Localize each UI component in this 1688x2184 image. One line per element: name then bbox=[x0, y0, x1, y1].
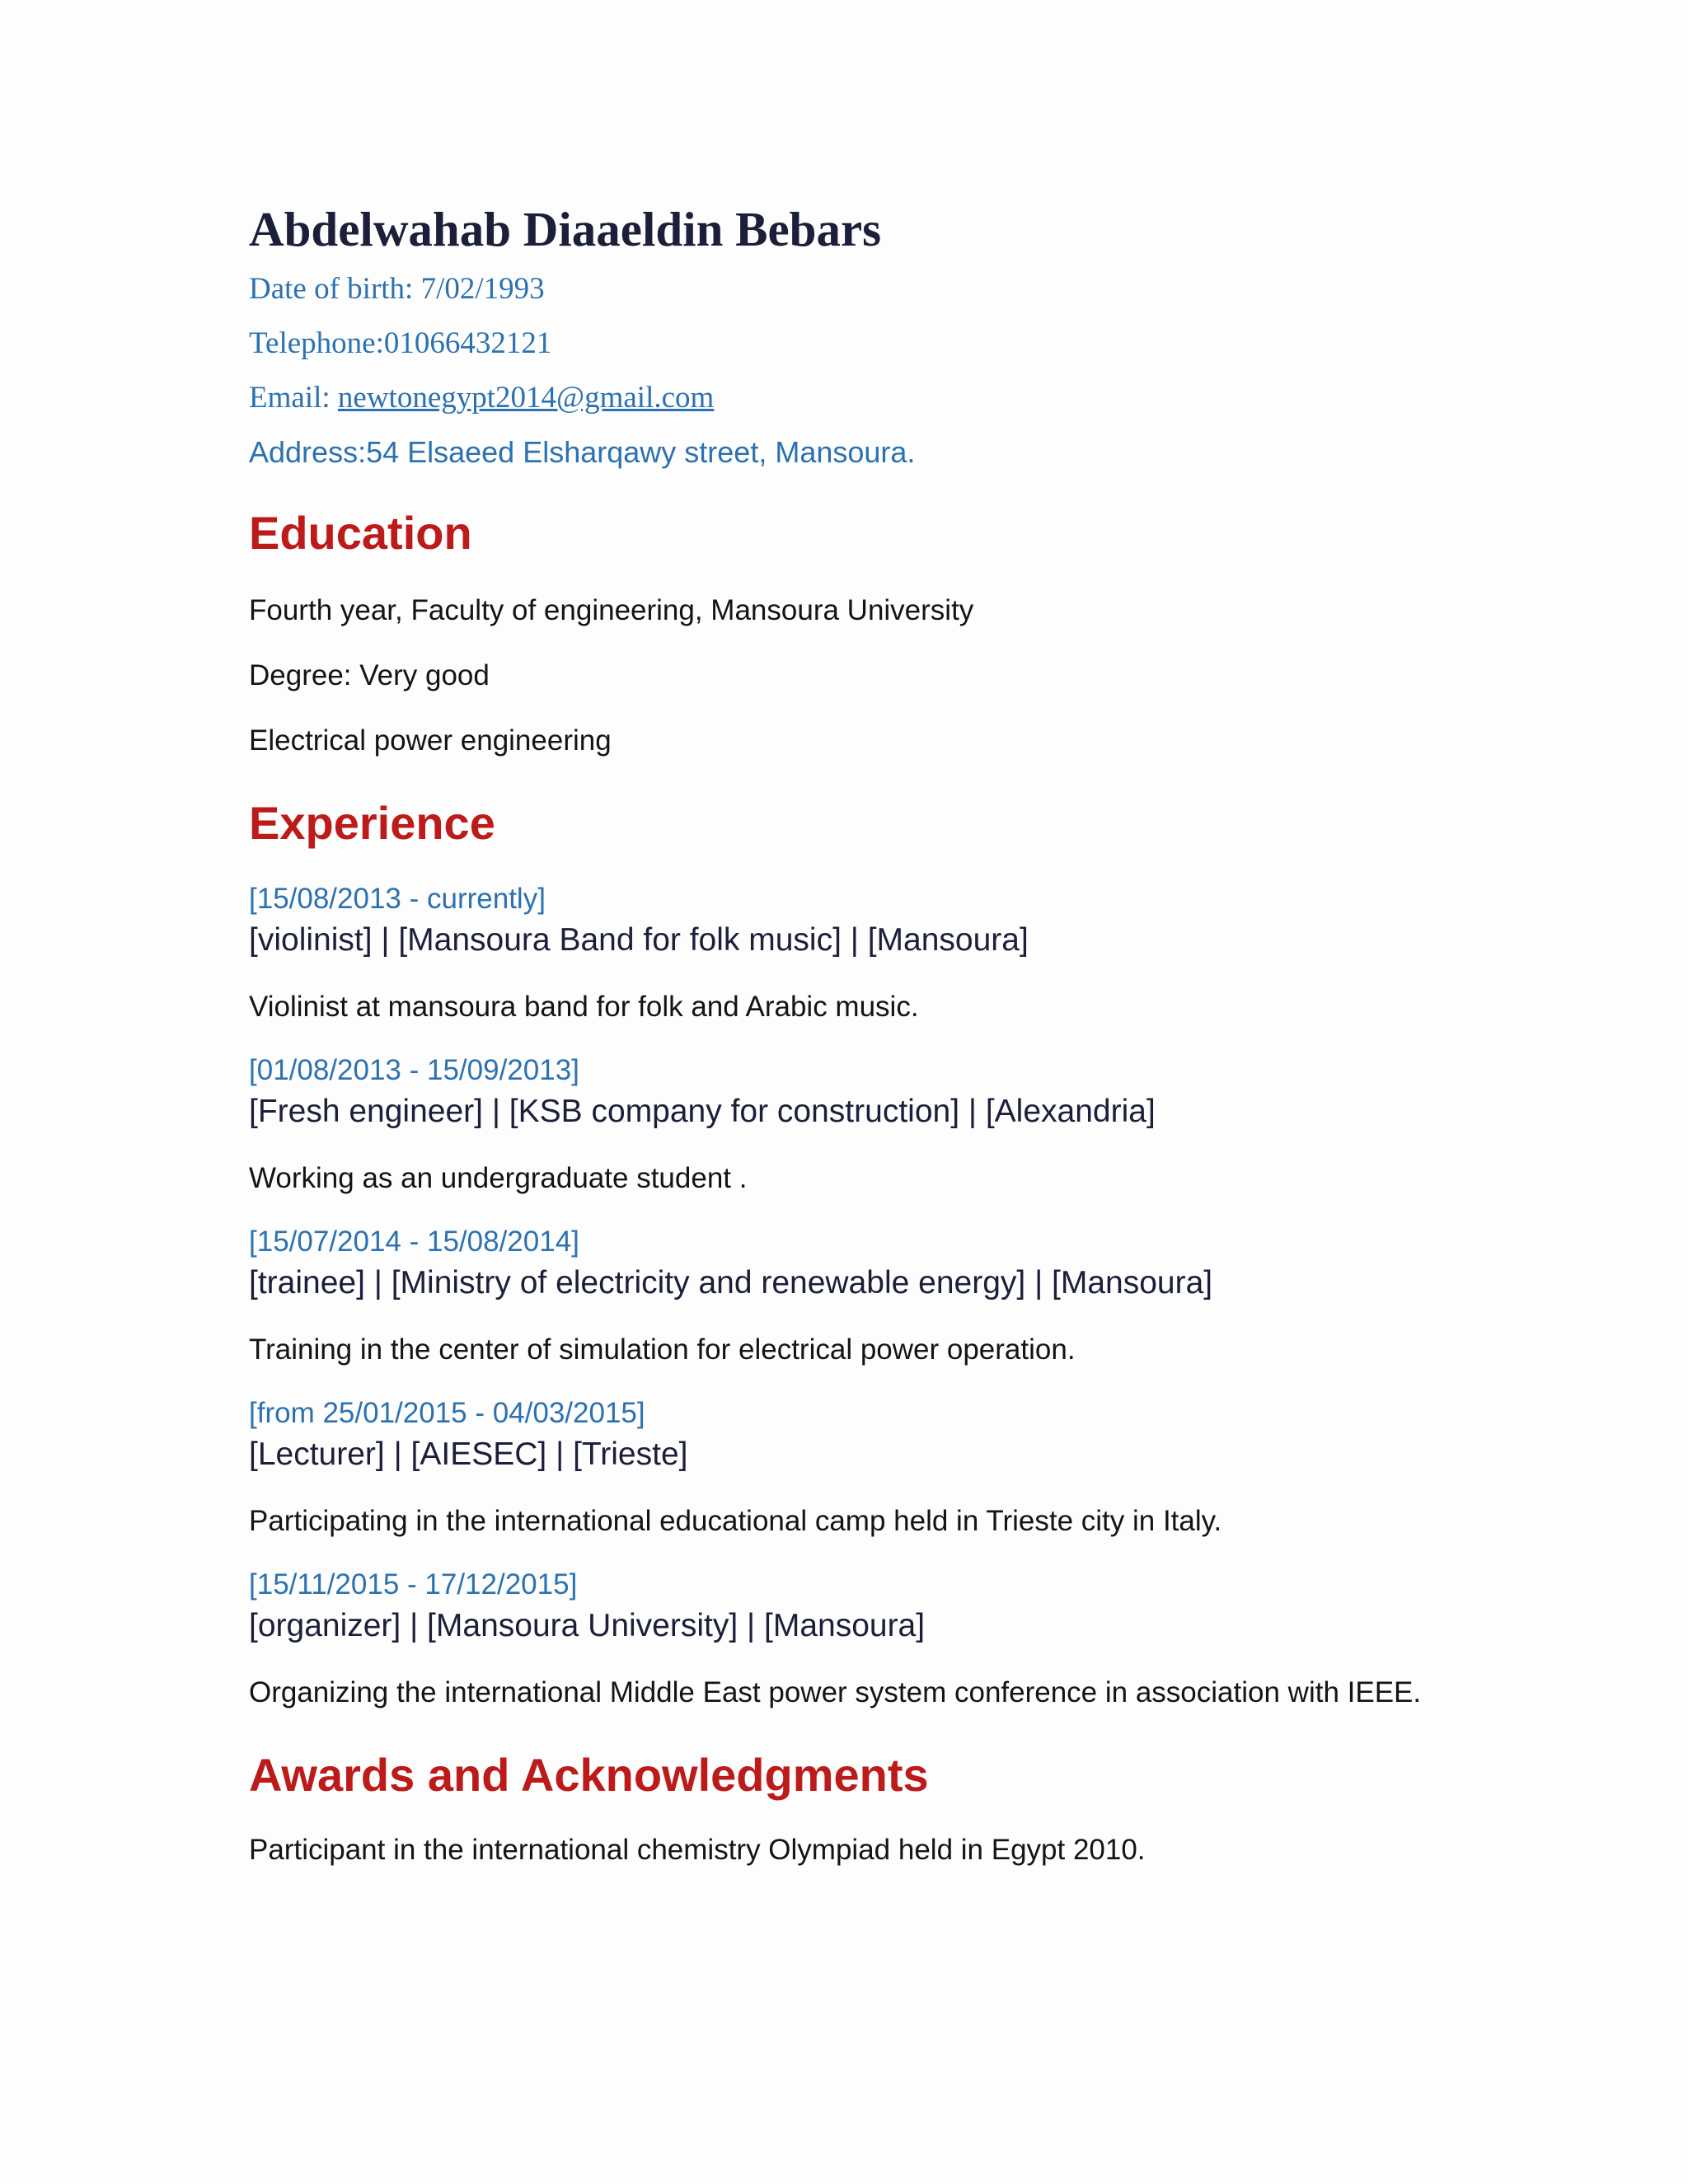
experience-date: [15/07/2014 - 15/08/2014] bbox=[249, 1226, 579, 1258]
email-link[interactable]: newtonegypt2014@gmail.com bbox=[337, 381, 715, 415]
experience-entry bbox=[249, 1565, 1436, 1713]
telephone: Telephone:01066432121 bbox=[249, 326, 552, 360]
experience-description: Training in the center of simulation for electrical power operation. bbox=[249, 1333, 1076, 1366]
experience-role: [organizer] | [Mansoura University] | [Mansoura] bbox=[249, 1608, 926, 1643]
experience-role: [Fresh engineer] | [KSB company for construction] | [Alexandria] bbox=[249, 1094, 1156, 1129]
education-heading: Education bbox=[249, 507, 472, 559]
email-label: Email: bbox=[249, 381, 338, 415]
awards-line: Participant in the international chemistry Olympiad held in Egypt 2010. bbox=[249, 1834, 1146, 1866]
experience-description: Organizing the international Middle East power system conference in association with IEEE. bbox=[249, 1676, 1422, 1708]
experience-entry bbox=[249, 1051, 1436, 1199]
education-line: Degree: Very good bbox=[249, 659, 490, 691]
experience-date: [01/08/2013 - 15/09/2013] bbox=[249, 1054, 579, 1086]
experience-role: [violinist] | [Mansoura Band for folk music] | [Mansoura] bbox=[249, 922, 1029, 958]
education-line: Fourth year, Faculty of engineering, Mansoura University bbox=[249, 594, 974, 626]
experience-entry bbox=[249, 1394, 1436, 1542]
awards-heading: Awards and Acknowledgments bbox=[249, 1749, 929, 1801]
experience-description: Violinist at mansoura band for folk and Arabic music. bbox=[249, 991, 919, 1023]
email-line bbox=[249, 377, 1436, 419]
experience-description: Working as an undergraduate student . bbox=[249, 1162, 748, 1194]
candidate-name: Abdelwahab Diaaeldin Bebars bbox=[249, 202, 882, 256]
experience-date: [15/08/2013 - currently] bbox=[249, 883, 546, 915]
experience-entry bbox=[249, 879, 1436, 1028]
experience-heading: Experience bbox=[249, 797, 495, 849]
education-line: Electrical power engineering bbox=[249, 724, 612, 757]
experience-entry bbox=[249, 1222, 1436, 1371]
experience-role: [Lecturer] | [AIESEC] | [Trieste] bbox=[249, 1436, 688, 1472]
date-of-birth: Date of birth: 7/02/1993 bbox=[249, 272, 545, 306]
experience-role: [trainee] | [Ministry of electricity and renewable energy] | [Mansoura] bbox=[249, 1265, 1213, 1301]
experience-date: [15/11/2015 - 17/12/2015] bbox=[249, 1568, 578, 1601]
address: Address:54 Elsaeed Elsharqawy street, Mansoura. bbox=[249, 435, 916, 469]
experience-date: [from 25/01/2015 - 04/03/2015] bbox=[249, 1397, 645, 1429]
resume-page bbox=[249, 196, 1436, 1871]
experience-description: Participating in the international educational camp held in Trieste city in Italy. bbox=[249, 1505, 1222, 1537]
